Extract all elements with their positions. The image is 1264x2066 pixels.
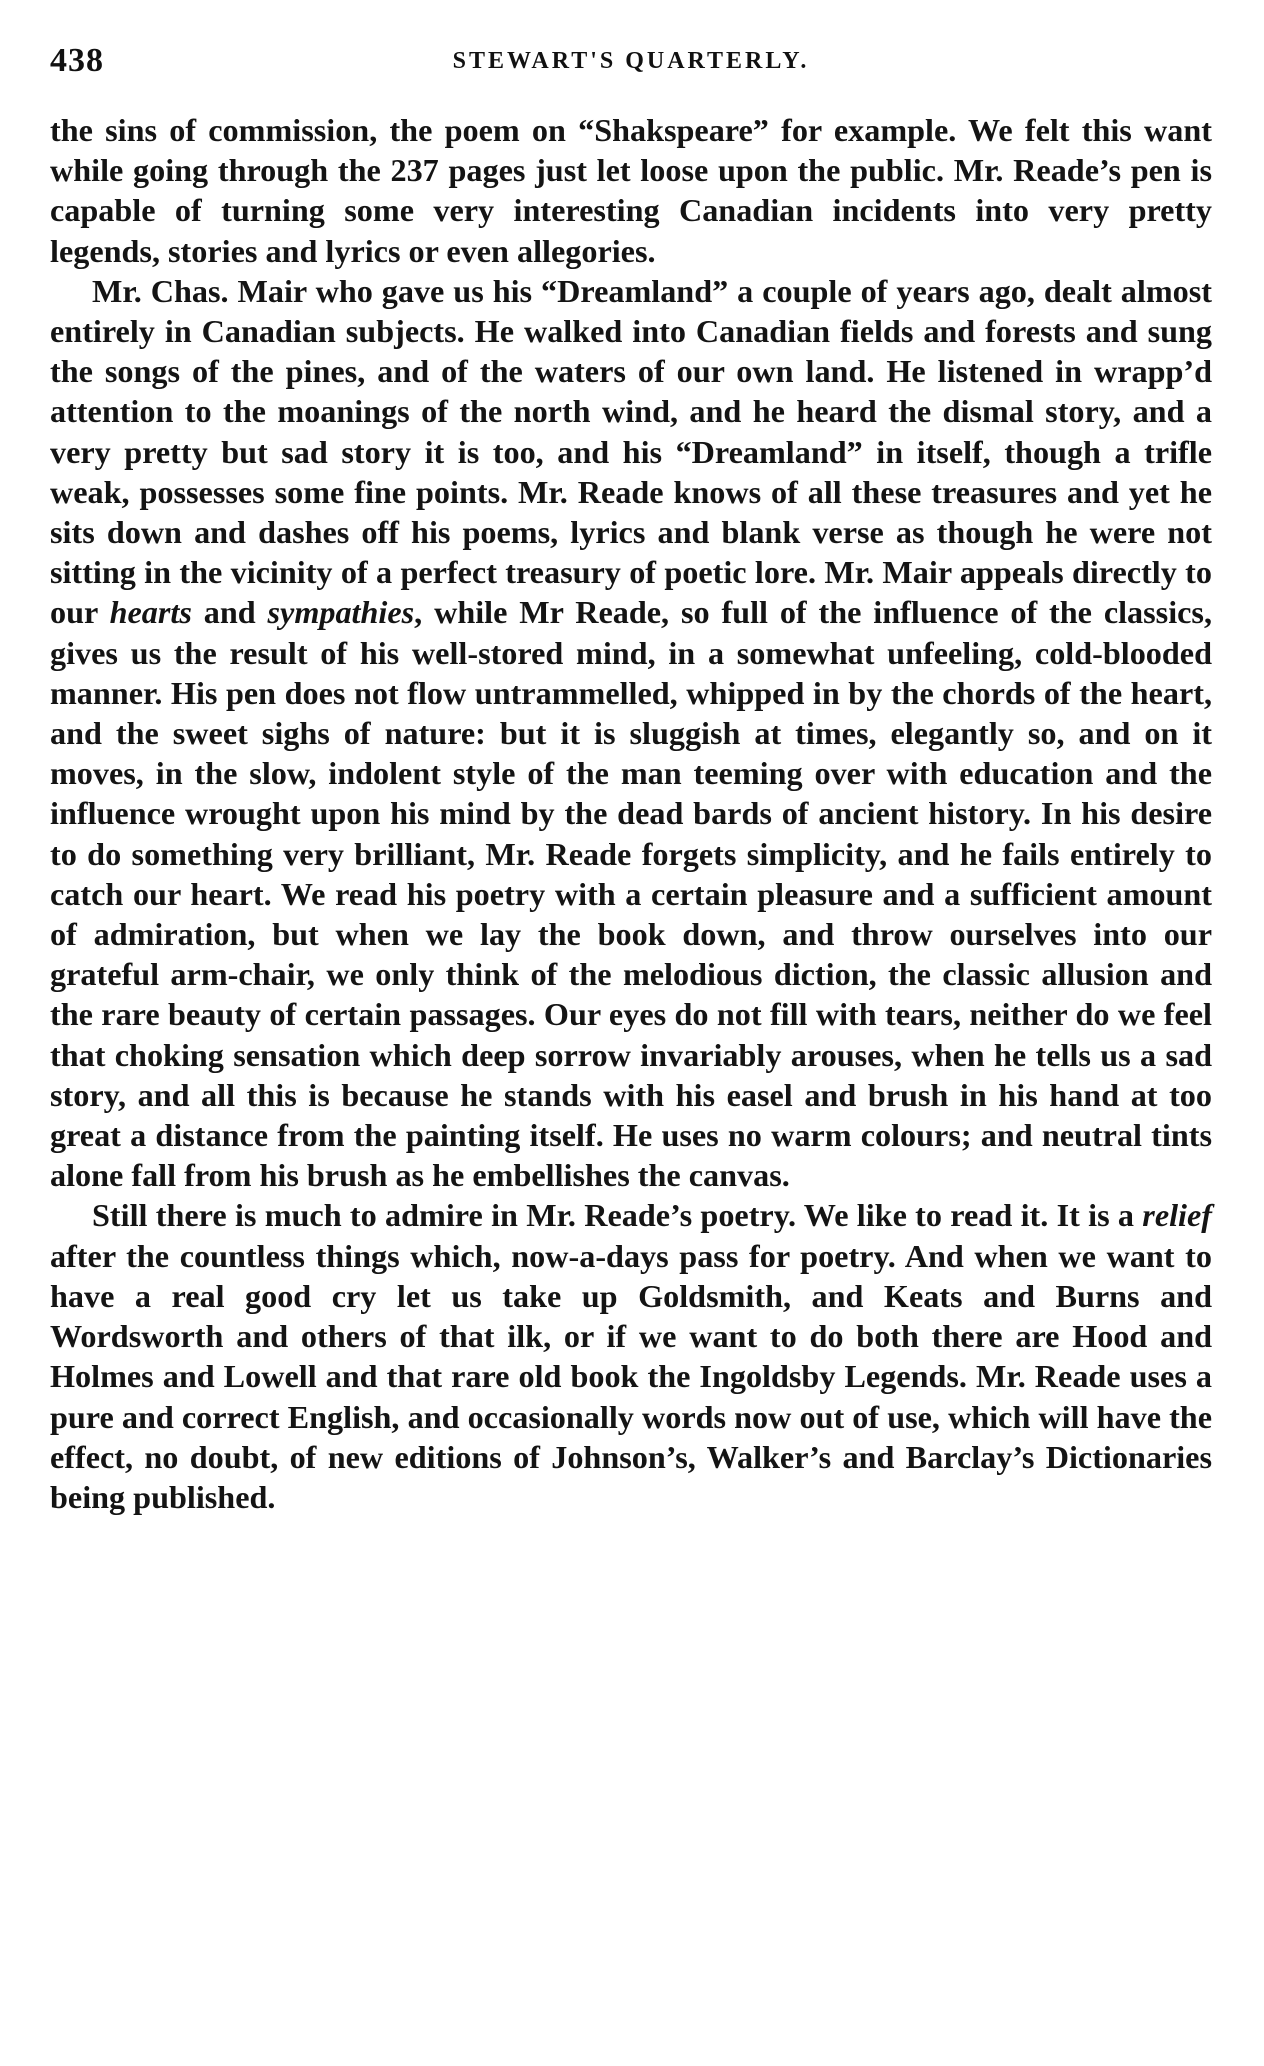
running-head [50, 42, 1212, 92]
paragraph-1-text: the sins of commission, the poem on “Shakspeare” for example. We felt this want while going through the 237 pages just let loose upon the public. Mr. Reade’s pen is capable of turning some very interesting Canadian incidents into very pretty legends, stories and lyrics or even allegories. [50, 112, 1212, 269]
page [50, 42, 1212, 1517]
paragraph-2-text-b: and [191, 594, 268, 631]
italic-hearts: hearts [109, 594, 192, 631]
journal-title: STEWART'S QUARTERLY. [452, 48, 810, 74]
italic-sympathies: sympathies [267, 594, 415, 631]
paragraph-2-text-c: , while Mr Reade, so full of the influence of the classics, gives us the result of his well-stored mind, in a somewhat unfeeling, cold-blooded manner. His pen does not flow untrammelled, whipped in by the chords of the heart, and the sweet sighs of nature: but it is sluggish at times, elegantly so, and on it moves, in the slow, indolent style of the man teeming over with education and the influence wrought upon his mind by the dead bards of ancient history. In his desire to do something very brilliant, Mr. Reade forgets simplicity, and he fails entirely to catch our heart. We read his poetry with a certain pleasure and a sufficient amount of admiration, but when we lay the book down, and throw ourselves into our grateful arm-chair, we only think of the melodious diction, the classic allusion and the rare beauty of certain passages. Our eyes do not fill with tears, neither do we feel that choking sensation which deep sorrow invariably arouses, when he tells us a sad story, and all this is because he stands with his easel and brush in his hand at too great a distance from the painting itself. He uses no warm colours; and neutral tints alone fall from his brush as he embellishes the canvas. [50, 594, 1212, 1194]
paragraph-3-text-b: after the countless things which, now-a-days pass for poetry. And when we want to have a real good cry let us take up Goldsmith, and Keats and Burns and Wordsworth and others of that ilk, or if we want to do both there are Hood and Holmes and Lowell and that rare old book the Ingoldsby Legends. Mr. Reade uses a pure and correct English, and occasionally words now out of use, which will have the effect, no doubt, of new editions of Johnson’s, Walker’s and Barclay’s Dictionaries being published. [50, 1237, 1212, 1515]
paragraph-2-text-a: Mr. Chas. Mair who gave us his “Dreamland” a couple of years ago, dealt almost entirely in Canadian subjects. He walked into Canadian fields and forests and sung the songs of the pines, and of the waters of our own land. He listened in wrapp’d attention to the moanings of the north wind, and he heard the dismal story, and a very pretty but sad story it is too, and his “Dreamland” in itself, though a trifle weak, possesses some fine points. Mr. Reade knows of all these treasures and yet he sits down and dashes off his poems, lyrics and blank verse as though he were not sitting in the vicinity of a perfect treasury of poetic lore. Mr. Mair appeals directly to our [50, 272, 1212, 631]
paragraph-3-text-a: Still there is much to admire in Mr. Reade’s poetry. We like to read it. It is a [92, 1197, 1143, 1234]
paragraph-3 [50, 1195, 1212, 1517]
italic-relief: relief [1142, 1197, 1212, 1234]
article-body [50, 110, 1212, 1517]
paragraph-2 [50, 271, 1212, 1196]
page-number: 438 [50, 42, 104, 79]
paragraph-1 [50, 110, 1212, 271]
